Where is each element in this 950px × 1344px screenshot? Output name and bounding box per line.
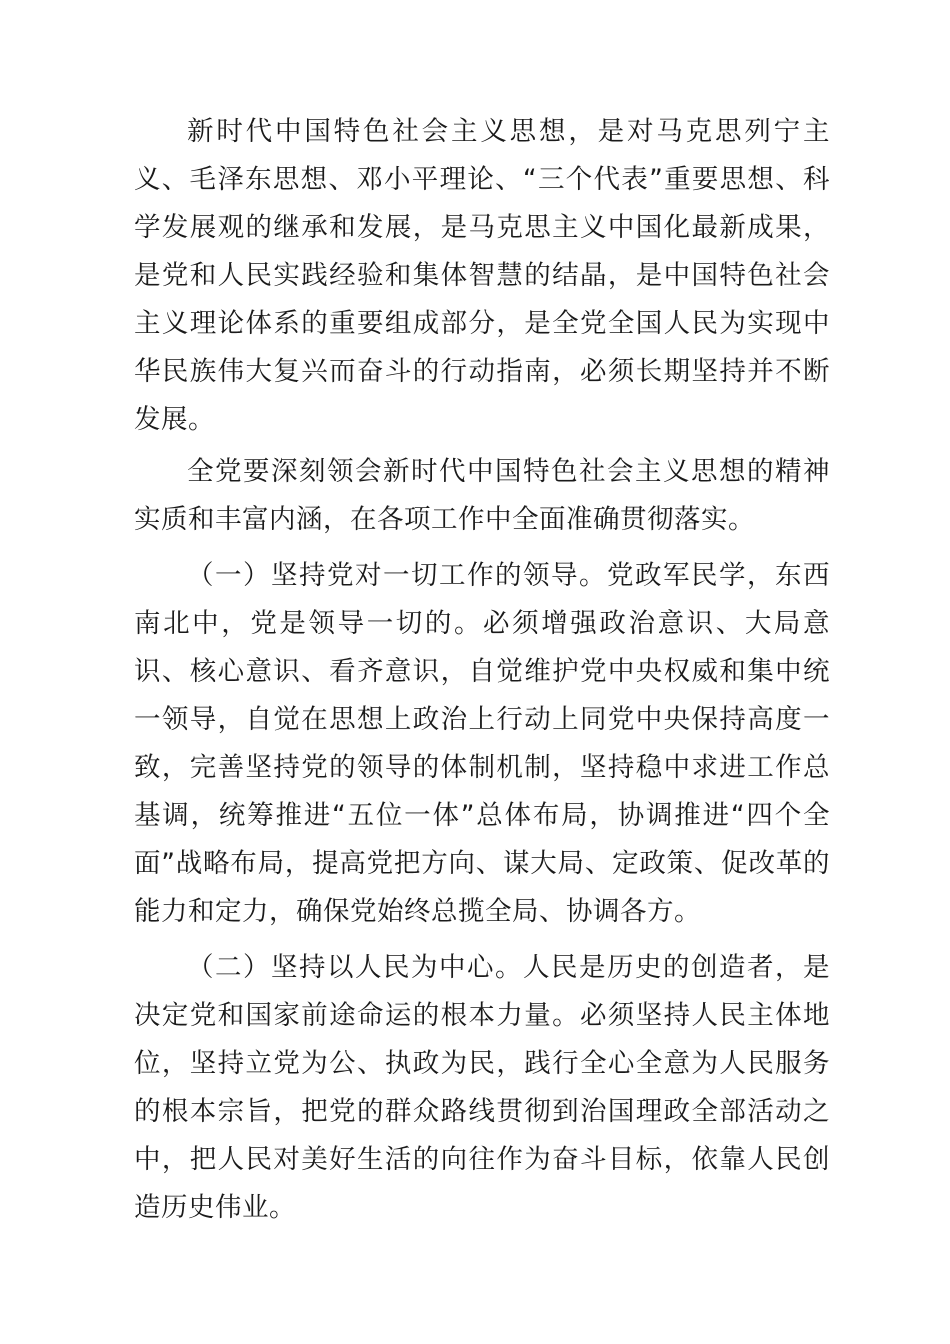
- paragraph-3: （一）坚持党对一切工作的领导。党政军民学，东西南北中，党是领导一切的。必须增强政治意识、大局意识、核心意识、看齐意识，自觉维护党中央权威和集中统一领导，自觉在思想上政治上行动上同党中央保持高度一致，完善坚持党的领导的体制机制，坚持稳中求进工作总基调，统筹推进“五位一体”总体布局，协调推进“四个全面”战略布局，提高党把方向、谋大局、定政策、促改革的能力和定力，确保党始终总揽全局、协调各方。: [134, 560, 830, 927]
- document-body: [134, 108, 830, 1232]
- paragraph-1: 新时代中国特色社会主义思想，是对马克思列宁主义、毛泽东思想、邓小平理论、“三个代表”重要思想、科学发展观的继承和发展，是马克思主义中国化最新成果，是党和人民实践经验和集体智慧的结晶，是中国特色社会主义理论体系的重要组成部分，是全党全国人民为实现中华民族伟大复兴而奋斗的行动指南，必须长期坚持并不断发展。: [134, 116, 830, 435]
- paragraph-2: 全党要深刻领会新时代中国特色社会主义思想的精神实质和丰富内涵，在各项工作中全面准确贯彻落实。: [134, 456, 830, 535]
- paragraph-4: （二）坚持以人民为中心。人民是历史的创造者，是决定党和国家前途命运的根本力量。必须坚持人民主体地位，坚持立党为公、执政为民，践行全心全意为人民服务的根本宗旨，把党的群众路线贯彻到治国理政全部活动之中，把人民对美好生活的向往作为奋斗目标，依靠人民创造历史伟业。: [134, 952, 830, 1223]
